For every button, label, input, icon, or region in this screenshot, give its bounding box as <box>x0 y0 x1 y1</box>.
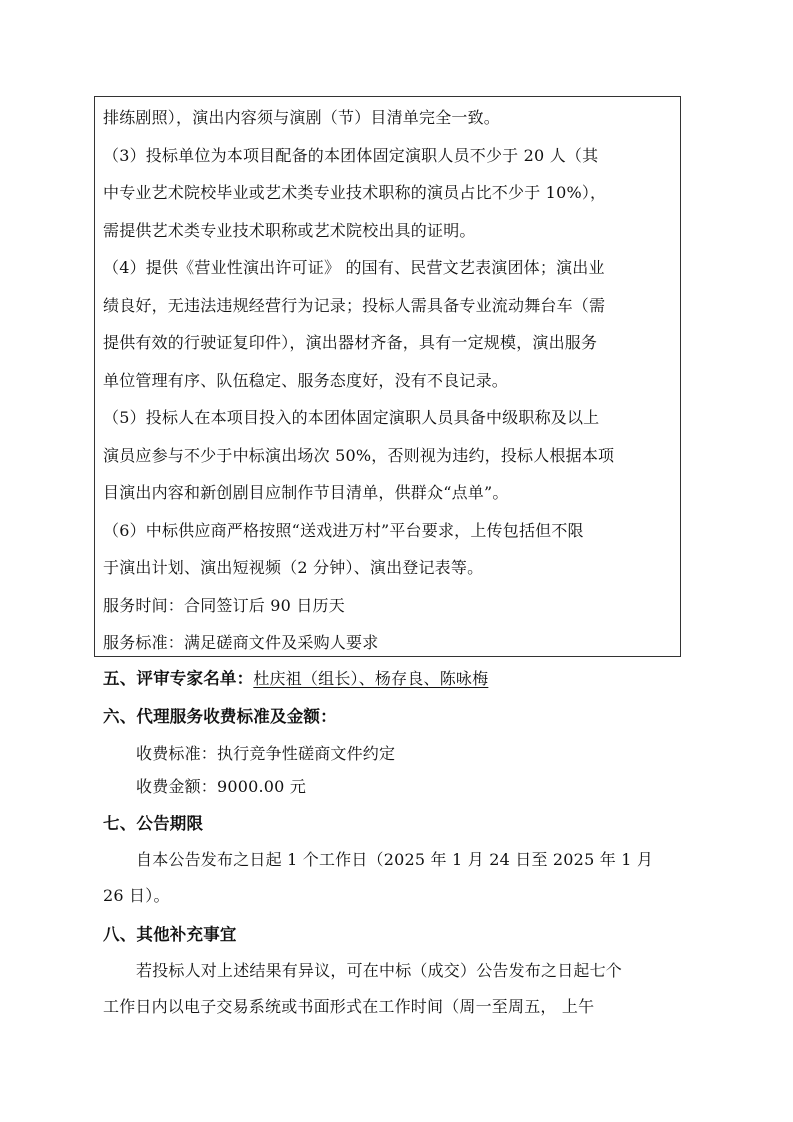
section7-line1: 自本公告发布之日起 1 个工作日（2025 年 1 月 24 日至 2025 年 1 月 <box>136 850 654 869</box>
section5-heading: 五、评审专家名单： <box>103 669 254 688</box>
box-line: （4）提供《营业性演出许可证》 的国有、民营文艺表演团体；演出业 <box>103 258 605 277</box>
box-line: （6）中标供应商严格按照“送戏进万村”平台要求，上传包括但不限 <box>103 521 584 540</box>
box-line: （3）投标单位为本项目配备的本团体固定演职人员不少于 20 人（其 <box>103 146 599 165</box>
box-line: 排练剧照），演出内容须与演剧（节）目清单完全一致。 <box>103 108 501 127</box>
box-line: 绩良好，无违法违规经营行为记录；投标人需具备专业流动舞台车（需 <box>103 296 606 315</box>
box-line: 目演出内容和新创剧目应制作节目清单，供群众“点单”。 <box>103 483 509 502</box>
service-requirements-box <box>94 96 681 657</box>
box-line: 需提供艺术类专业技术职称或艺术院校出具的证明。 <box>103 221 476 240</box>
service-standard: 服务标准：满足磋商文件及采购人要求 <box>103 633 379 652</box>
service-time: 服务时间：合同签订后 90 日历天 <box>103 596 345 615</box>
section8-line1: 若投标人对上述结果有异议，可在中标（成交）公告发布之日起七个 <box>136 961 623 980</box>
expert-names: 杜庆祖（组长）、杨存良、陈咏梅 <box>253 669 489 688</box>
section8-line2: 工作日内以电子交易系统或书面形式在工作时间（周一至周五， 上午 <box>103 997 595 1016</box>
section5-line <box>103 669 488 689</box>
box-line: 中专业艺术院校毕业或艺术类专业技术职称的演员占比不少于 10%）， <box>103 183 607 202</box>
box-line: （5）投标人在本项目投入的本团体固定演职人员具备中级职称及以上 <box>103 408 600 427</box>
box-line: 单位管理有序、队伍稳定、服务态度好，没有不良记录。 <box>103 371 509 390</box>
fee-standard: 收费标准：执行竞争性磋商文件约定 <box>136 744 396 763</box>
box-line: 提供有效的行驶证复印件），演出器材齐备，具有一定规模，演出服务 <box>103 333 598 352</box>
section7-heading: 七、公告期限 <box>103 814 204 833</box>
fee-amount: 收费金额：9000.00 元 <box>136 777 307 796</box>
section6-heading: 六、代理服务收费标准及金额： <box>103 707 337 726</box>
section8-heading: 八、其他补充事宜 <box>103 925 237 944</box>
section7-line2: 26 日）。 <box>103 886 170 905</box>
box-line: 于演出计划、演出短视频（2 分钟）、演出登记表等。 <box>103 558 484 577</box>
box-line: 演员应参与不少于中标演出场次 50%，否则视为违约，投标人根据本项 <box>103 446 615 465</box>
